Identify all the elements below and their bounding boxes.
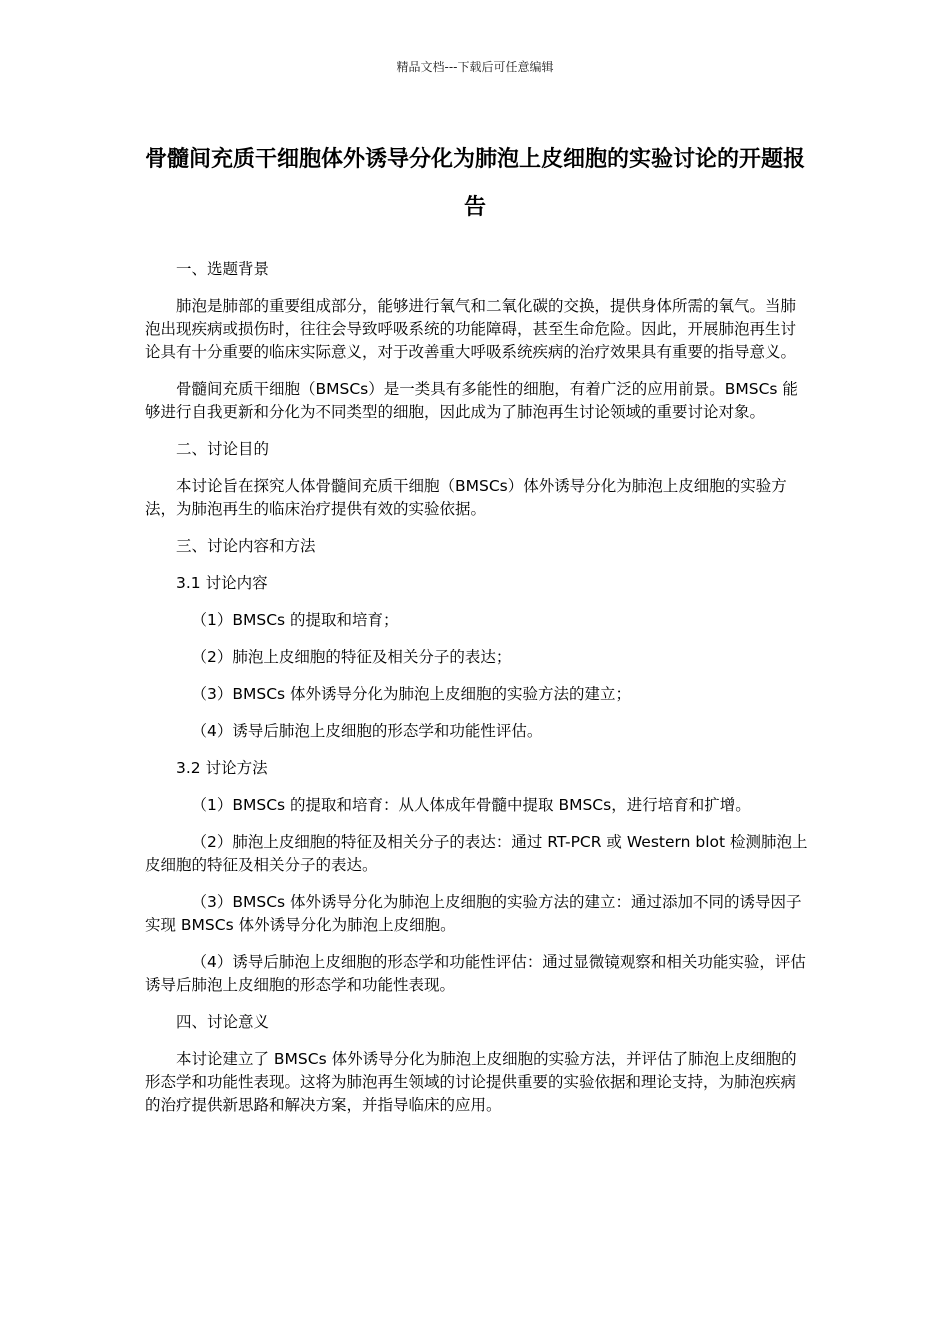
list-item: （3）BMSCs 体外诱导分化为肺泡上皮细胞的实验方法的建立：通过添加不同的诱导因子实现 BMSCs 体外诱导分化为肺泡上皮细胞。 [145,893,802,934]
paragraph: 肺泡是肺部的重要组成部分，能够进行氧气和二氧化碳的交换，提供身体所需的氧气。当肺泡出现疾病或损伤时，往往会导致呼吸系统的功能障碍，甚至生命危险。因此，开展肺泡再生讨论具有十分重要的临床实际意义，对于改善重大呼吸系统疾病的治疗效果具有重要的指导意义。 [145,297,797,361]
subsection-heading-methods: 3.2 讨论方法 [176,759,268,777]
document-body [145,258,810,1131]
list-item: （3）BMSCs 体外诱导分化为肺泡上皮细胞的实验方法的建立； [191,685,632,703]
paragraph: 骨髓间充质干细胞（BMSCs）是一类具有多能性的细胞，有着广泛的应用前景。BMSCs 能够进行自我更新和分化为不同类型的细胞，因此成为了肺泡再生讨论领域的重要讨论对象。 [145,380,798,421]
section-heading-content-methods: 三、讨论内容和方法 [176,537,316,555]
paragraph: 本讨论建立了 BMSCs 体外诱导分化为肺泡上皮细胞的实验方法，并评估了肺泡上皮细胞的形态学和功能性表现。这将为肺泡再生领域的讨论提供重要的实验依据和理论支持，为肺泡疾病的治疗提供新思路和解决方案，并指导临床的应用。 [145,1050,797,1114]
subsection-heading-content: 3.1 讨论内容 [176,574,268,592]
list-item: （4）诱导后肺泡上皮细胞的形态学和功能性评估：通过显微镜观察和相关功能实验，评估诱导后肺泡上皮细胞的形态学和功能性表现。 [145,953,806,994]
list-item: （1）BMSCs 的提取和培育； [191,611,399,629]
section-heading-background: 一、选题背景 [176,260,270,278]
list-item: （2）肺泡上皮细胞的特征及相关分子的表达：通过 RT-PCR 或 Western blot 检测肺泡上皮细胞的特征及相关分子的表达。 [145,833,808,874]
list-item: （4）诱导后肺泡上皮细胞的形态学和功能性评估。 [191,722,543,740]
section-heading-significance: 四、讨论意义 [176,1013,270,1031]
document-title: 骨髓间充质干细胞体外诱导分化为肺泡上皮细胞的实验讨论的开题报告 [145,147,806,220]
list-item: （1）BMSCs 的提取和培育：从人体成年骨髓中提取 BMSCs，进行培育和扩增。 [191,796,751,814]
section-heading-purpose: 二、讨论目的 [176,440,270,458]
list-item: （2）肺泡上皮细胞的特征及相关分子的表达； [191,648,512,666]
paragraph: 本讨论旨在探究人体骨髓间充质干细胞（BMSCs）体外诱导分化为肺泡上皮细胞的实验方法，为肺泡再生的临床治疗提供有效的实验依据。 [145,477,787,518]
page-header-note: 精品文档---下载后可任意编辑 [396,60,554,74]
